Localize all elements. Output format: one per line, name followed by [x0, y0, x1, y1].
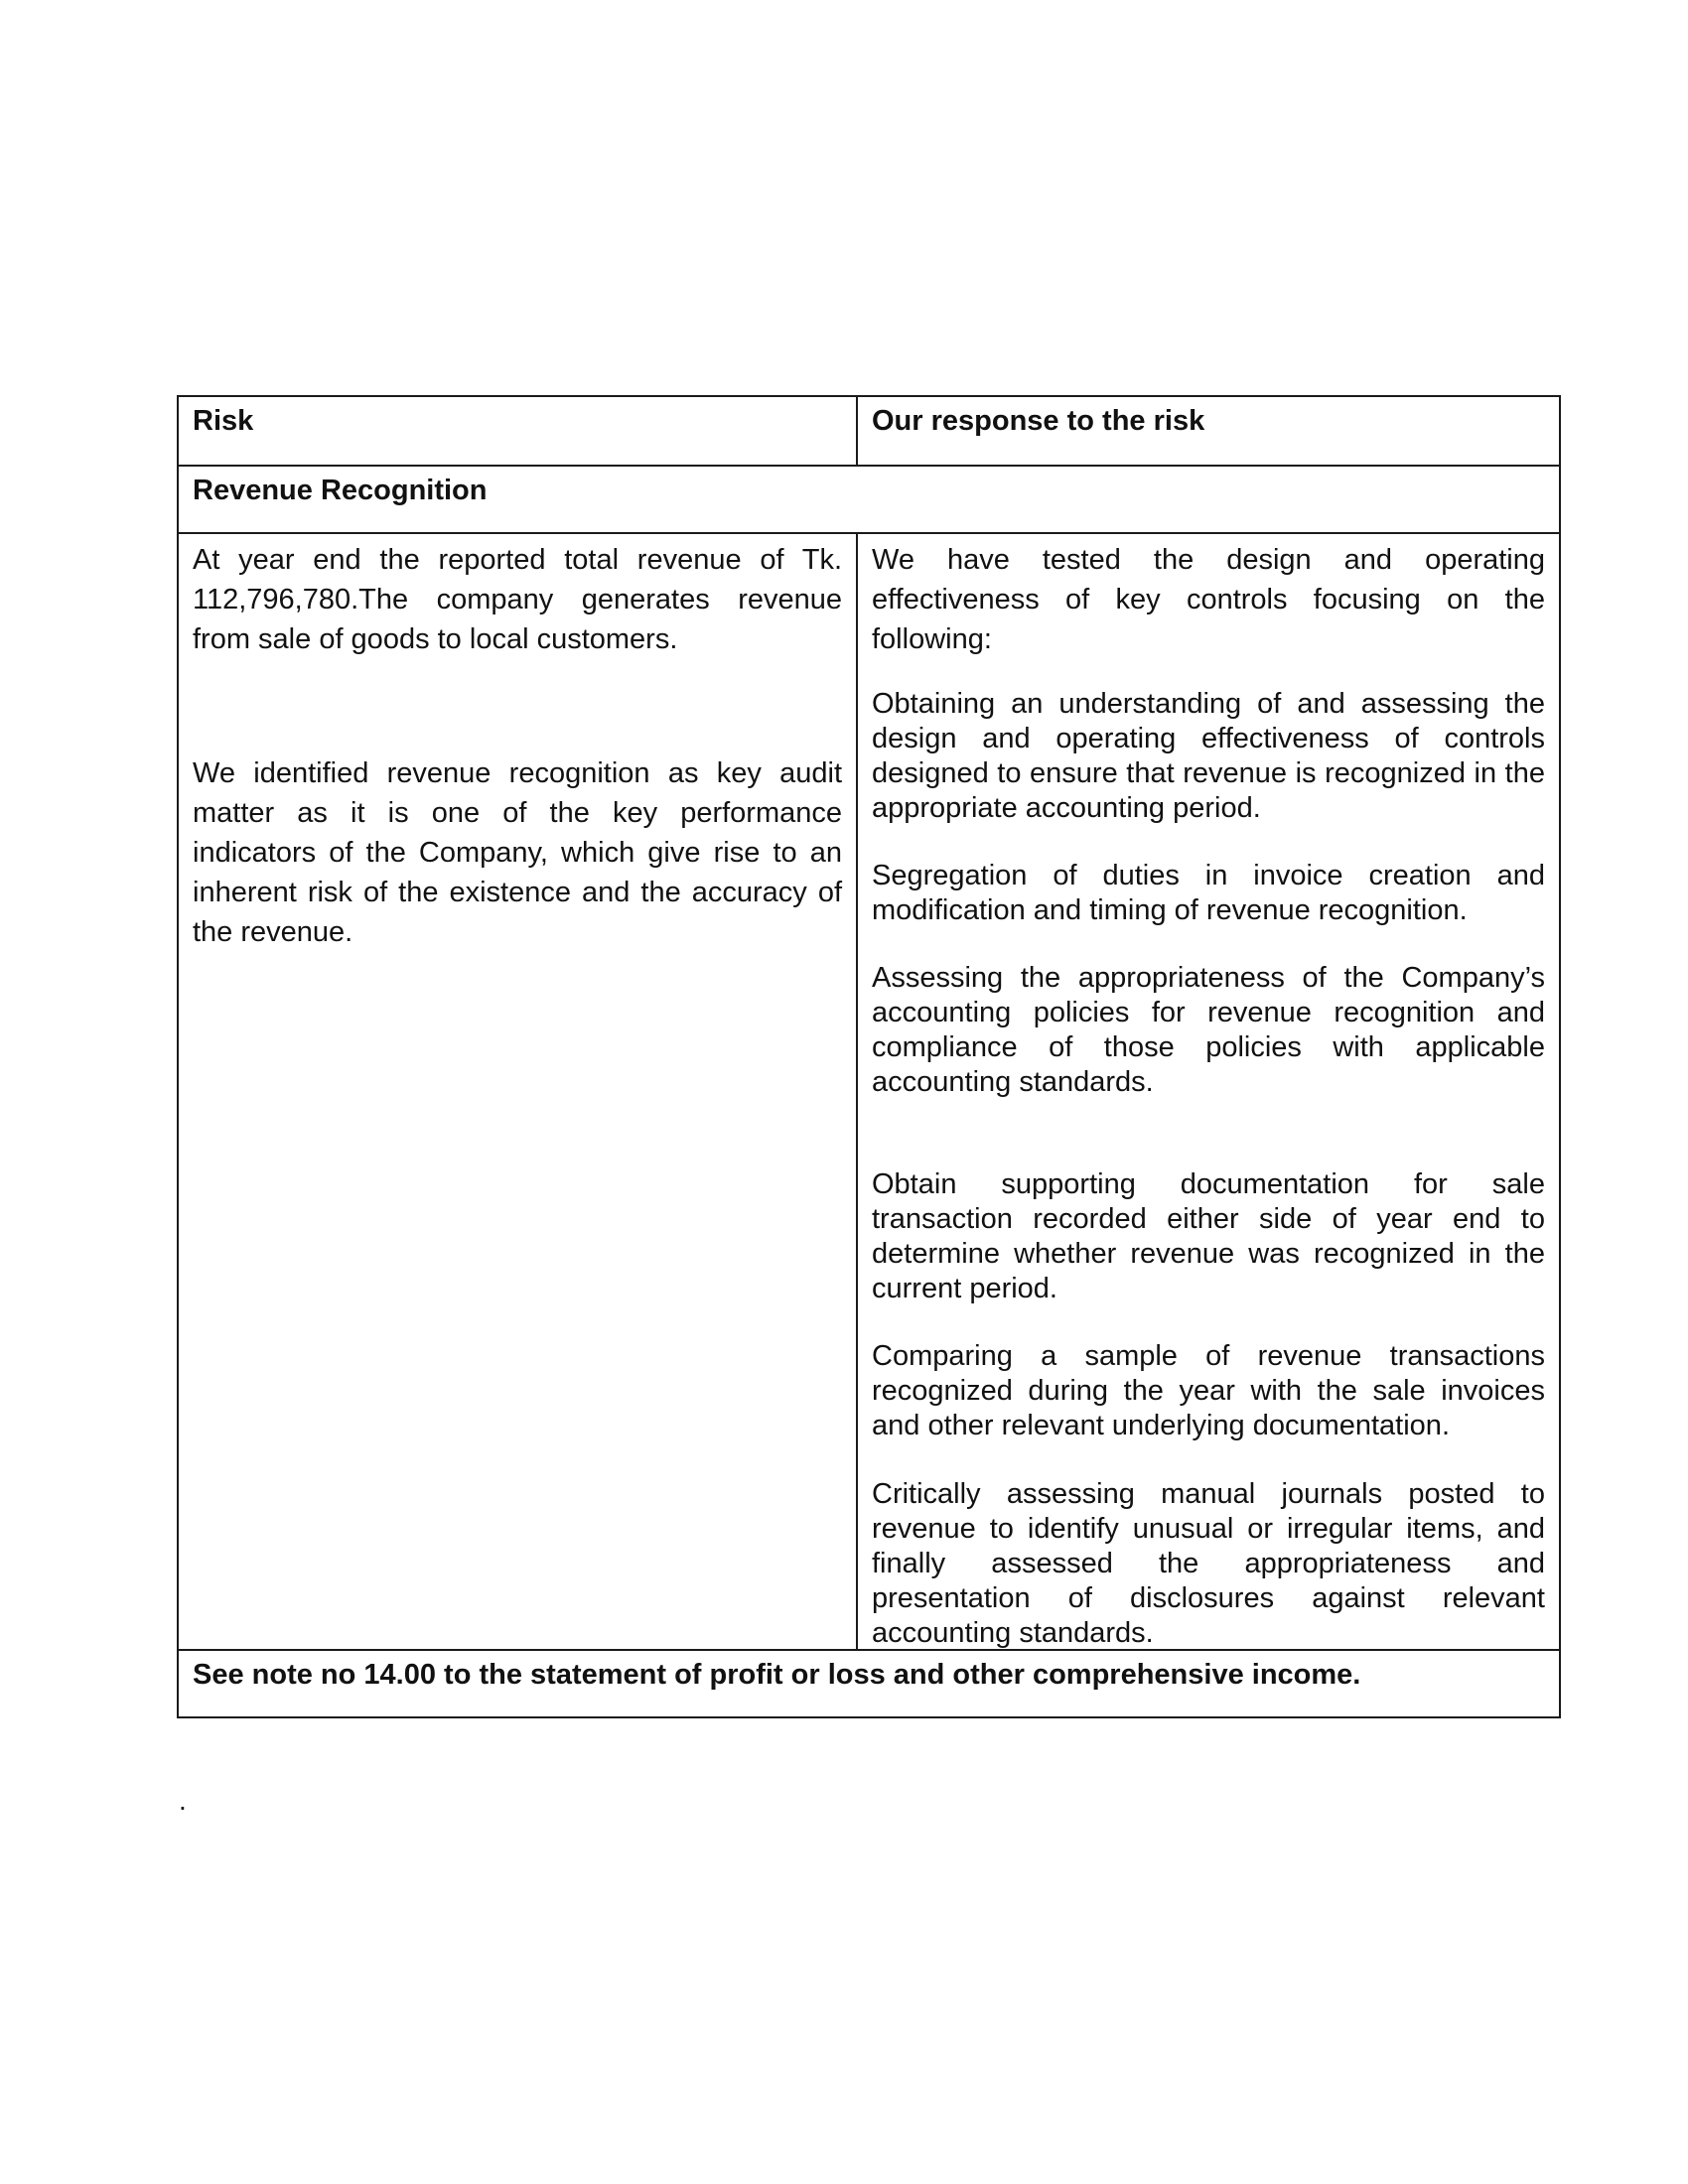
- response-paragraph: Segregation of duties in invoice creation and modification and timing of revenue recognition.: [872, 860, 1545, 926]
- table-footer-row: [179, 1649, 1559, 1716]
- table-header-row: [179, 397, 1559, 465]
- response-paragraph: Critically assessing manual journals posted to revenue to identify unusual or irregular items, and finally assessed the appropriateness and presentation of disclosures against relevant accounting standards.: [872, 1478, 1545, 1649]
- stray-period-mark: .: [179, 1785, 187, 1816]
- header-cell-risk: [179, 397, 858, 465]
- risk-paragraph: We identified revenue recognition as key audit matter as it is one of the key performance indicators of the Company, which give rise to an inherent risk of the existence and the accuracy of the revenue.: [193, 757, 842, 948]
- header-response-label: Our response to the risk: [872, 405, 1205, 437]
- section-title-row: [179, 465, 1559, 532]
- table-body-row: [179, 532, 1559, 1649]
- response-paragraph: Comparing a sample of revenue transactions recognized during the year with the sale invoices and other relevant underlying documentation.: [872, 1340, 1545, 1441]
- response-description-cell: [858, 534, 1559, 1649]
- section-title-cell: [179, 467, 1559, 532]
- risk-description-cell: [179, 534, 858, 1649]
- header-risk-label: Risk: [193, 405, 254, 437]
- section-title: Revenue Recognition: [193, 475, 488, 506]
- response-paragraph: Obtaining an understanding of and assessing the design and operating effectiveness of controls designed to ensure that revenue is recognized in the appropriate accounting period.: [872, 688, 1545, 824]
- header-cell-response: [858, 397, 1559, 465]
- footer-note-cell: [179, 1651, 1559, 1716]
- key-audit-matter-table: [177, 395, 1561, 1718]
- footer-note: See note no 14.00 to the statement of profit or loss and other comprehensive income.: [193, 1659, 1361, 1691]
- response-paragraph: Assessing the appropriateness of the Company’s accounting policies for revenue recognition and compliance of those policies with applicable accounting standards.: [872, 962, 1545, 1098]
- response-paragraph: We have tested the design and operating effectiveness of key controls focusing on the following:: [872, 544, 1545, 655]
- risk-paragraph: At year end the reported total revenue of Tk. 112,796,780.The company generates revenue from sale of goods to local customers.: [193, 544, 842, 655]
- response-paragraph: Obtain supporting documentation for sale transaction recorded either side of year end to determine whether revenue was recognized in the current period.: [872, 1168, 1545, 1304]
